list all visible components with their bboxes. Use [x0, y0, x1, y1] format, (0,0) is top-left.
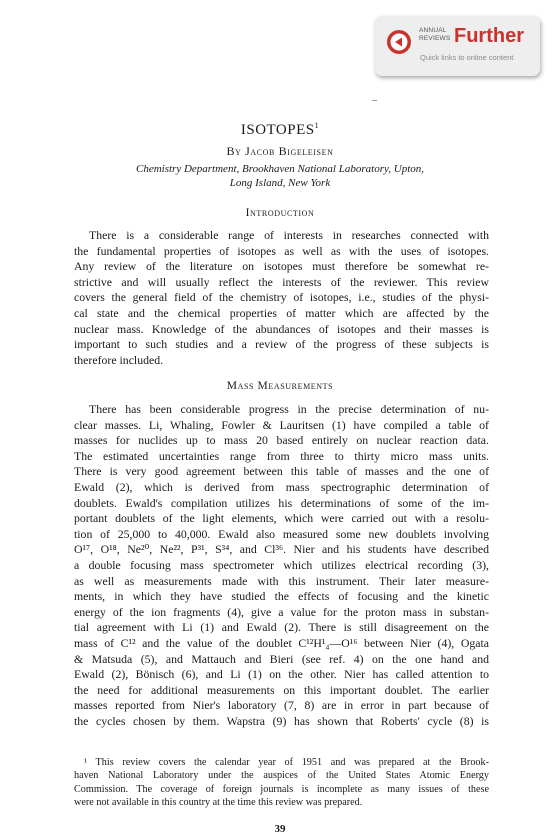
annual-reviews-logo-text: ANNUAL REVIEWS [419, 27, 451, 42]
article-title: ISOTOPES$^1$ [240, 121, 320, 138]
mass-measurements-paragraph: There has been considerable progress in the precise determination of nu- clear masses. Li, Whaling, Fowler & Lauritsen (1) have compiled a table of masses for nuclides up to mass 20 based entirely on nuclear reaction data. The estimated uncertainties range from three to thirty micro mass units. There is very good agreement between this table of masses and the one of Ewald (2), which is derived from mass spectrographic determination of doublets. Ewald's compilation utilizes his determinations of some of the im- portant doublets of the light elements, which were carried out with a resolu- tion of 25,000 to 40,000. Ewald also measured some new doublets involving O¹⁷, O¹⁸, Ne²⁰, Ne²², P³¹, S³⁴, and Cl³⁶. Nier and his students have described a double focusing mass spectrometer which utilizes electrical recording (3), as well as measurements made with this instrument. Their later measure- ments, in which they have studied the effects of focusing and the kinetic energy of the ion fragments (4), give a value for the proton mass in substan- tial agreement with Li (1) and Ewald (2). There is still disagreement on the mass of C¹² and the value of the doublet C¹²H¹₄—O¹⁶ between Nier (4), Ogata & Matsuda (5), and Mattauch and Bieri (see ref. 4) on the one hand and Ewald (2), Bönisch (6), and Li (1) on the other. Nier has called attention to the need for additional measurements on this important doublet. The earlier masses reported from Nier's laboratory (7, 8) are in error in part because of the cycles chosen by them. Wapstra (9) has shown that Roberts' cycle (8) is [74, 402, 489, 728]
author-line: By Jacob Bigeleisen [226, 144, 334, 158]
scan-mark [372, 100, 377, 101]
page-number: 39 [274, 823, 286, 835]
author-name: Jacob Bigeleisen [245, 144, 334, 158]
further-badge[interactable] [375, 16, 540, 76]
quick-links-link[interactable]: Quick links to online content [420, 53, 514, 62]
title-footnote-mark: 1 [314, 121, 320, 130]
play-arrow-icon [386, 29, 412, 55]
affiliation: Chemistry Department, Brookhaven National Laboratory, Upton, Long Island, New York [135, 163, 425, 189]
further-logo-text: Further [454, 25, 524, 47]
section-heading-introduction: Introduction [245, 207, 315, 219]
introduction-paragraph: There is a considerable range of interests in researches connected with the fundamental properties of isotopes as well as with the uses of isotopes. Any review of the literature on isotopes must therefore be somewhat re- strictive and will usually reflect the interests of the reviewer. This review covers the general field of the chemistry of isotopes, i.e., studies of the physi- cal state and the chemical properties of matter which are affected by the nuclear mass. Knowledge of the abundances of isotopes and their masses is important to such studies and a review of the progress of these subjects is therefore included. [74, 228, 489, 367]
section-heading-mass-measurements: Mass Measurements [226, 380, 334, 392]
footnote: ¹ This review covers the calendar year of 1951 and was prepared at the Brook- haven National Laboratory under the auspices of the United States Atomic Energy Commission. The coverage of foreign journals is incomplete as many issues of these were not available in this country at the time this review was prepared. [74, 757, 489, 808]
